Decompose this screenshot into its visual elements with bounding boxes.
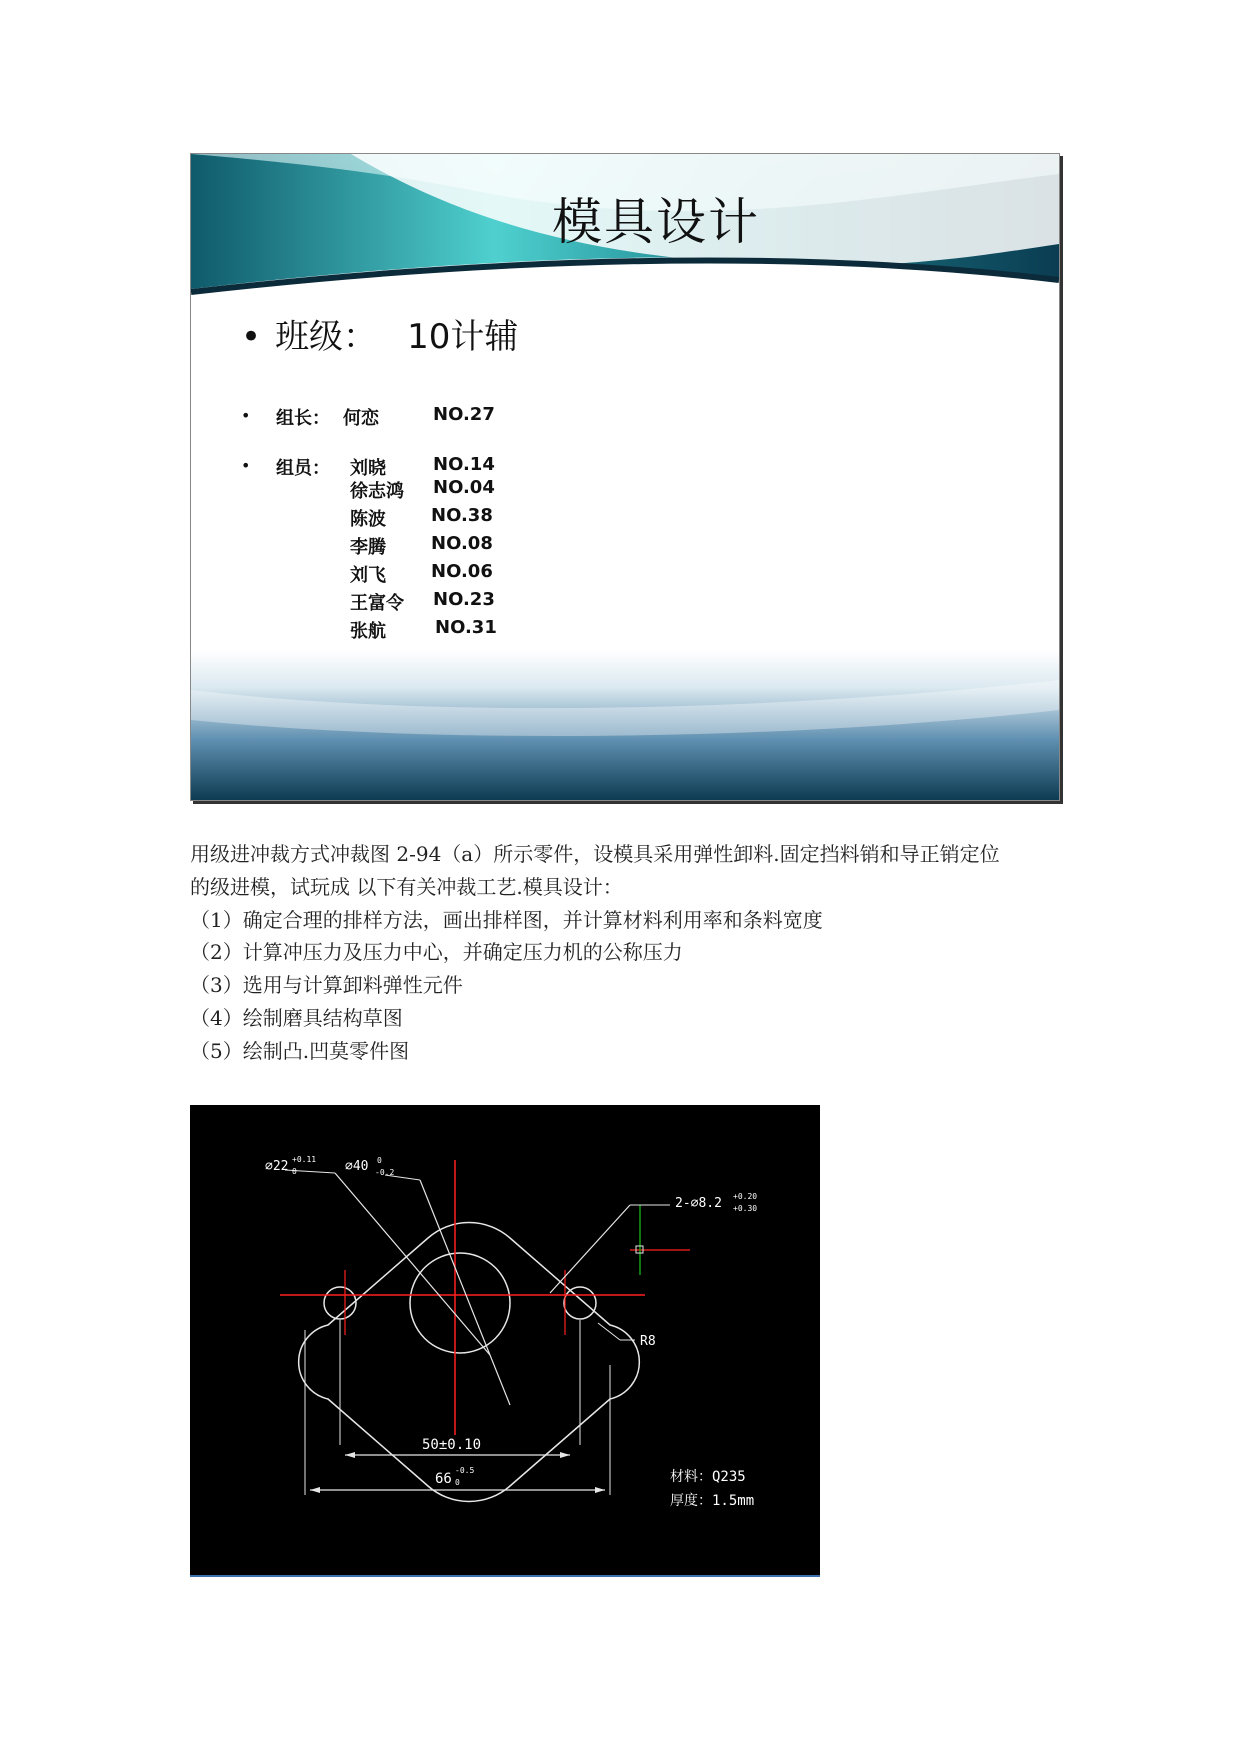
member-no: NO.31 [435, 617, 497, 638]
member-name: 李腾 [350, 537, 386, 558]
task-item: （3）选用与计算卸料弹性元件 [190, 973, 463, 997]
member-name: 张航 [350, 621, 386, 642]
leader-no: NO.27 [433, 404, 495, 425]
leader-name: 何恋 [343, 408, 379, 429]
member-entry [350, 505, 493, 531]
slide-image [190, 153, 1060, 801]
member-no: NO.23 [433, 589, 495, 610]
member-no: NO.14 [433, 454, 495, 475]
member-entry [350, 477, 495, 503]
dim-hole-main: ⌀22 [265, 1159, 289, 1174]
dim-radius: R8 [640, 1334, 656, 1349]
right-hole [564, 1287, 596, 1319]
material-note: 材料：Q235 [670, 1469, 746, 1485]
leader-line [598, 1323, 620, 1340]
member-no: NO.08 [431, 533, 493, 554]
intro-paragraph-line2: 的级进模，试玩成 以下有关冲裁工艺.模具设计： [190, 875, 623, 899]
part-drawing [190, 1105, 820, 1577]
dim-total: 66 [435, 1471, 452, 1487]
member-name: 刘晓 [350, 458, 386, 479]
member-name: 徐志鸿 [350, 481, 404, 502]
dim-center: 50±0.10 [422, 1437, 482, 1453]
bullet-dot: • [241, 456, 251, 475]
member-no: NO.04 [433, 477, 495, 498]
member-entry [350, 617, 497, 643]
slide-title: 模具设计 [552, 193, 760, 251]
slide-footer-gradient [191, 650, 1059, 800]
leader-line [335, 1173, 490, 1355]
part-outline [299, 1223, 640, 1502]
leader-label: 组长： [276, 408, 330, 429]
member-no: NO.38 [431, 505, 493, 526]
task-item: （2）计算冲压力及压力中心，并确定压力机的公称压力 [190, 940, 683, 964]
dim-total-tol1: -0.5 [455, 1466, 475, 1475]
dim-holes-tol1: +0.20 [733, 1192, 758, 1201]
dim-hole-main-tol2: 0 [292, 1167, 297, 1176]
task-item: （4）绘制磨具结构草图 [190, 1006, 403, 1030]
bullet-dot: • [241, 406, 251, 425]
dim-outer-tol2: -0.2 [375, 1168, 395, 1177]
dim-outer-tol1: 0 [377, 1156, 382, 1165]
leader-line [420, 1180, 510, 1405]
leader-line [550, 1205, 630, 1293]
intro-paragraph-line1: 用级进冲裁方式冲裁图 2-94（a）所示零件，设模具采用弹性卸料.固定挡料销和导正销定位 [190, 842, 1000, 866]
bullet-dot: • [241, 317, 262, 357]
class-line [241, 309, 518, 358]
task-item: （5）绘制凸.凹莫零件图 [190, 1039, 410, 1063]
member-entry [350, 533, 493, 559]
member-name: 王富令 [350, 593, 404, 614]
member-entry [350, 561, 493, 587]
dim-outer: ⌀40 [345, 1159, 369, 1174]
dim-holes: 2-⌀8.2 [675, 1196, 722, 1211]
dim-total-tol2: 0 [455, 1478, 460, 1487]
drawing-svg [190, 1105, 820, 1575]
members-label: 组员： [276, 458, 330, 479]
task-item: （1）确定合理的排样方法，画出排样图，并计算材料利用率和条料宽度 [190, 908, 823, 932]
center-hole [410, 1253, 510, 1353]
member-no: NO.06 [431, 561, 493, 582]
thickness-note: 厚度：1.5mm [670, 1493, 755, 1509]
member-name: 陈波 [350, 509, 386, 530]
member-name: 刘飞 [350, 565, 386, 586]
member-entry [350, 589, 495, 615]
class-label: 班级： [275, 317, 378, 357]
dim-holes-tol2: +0.30 [733, 1204, 758, 1213]
class-value: 10计辅 [407, 317, 519, 357]
leader-entry [343, 404, 495, 430]
dim-hole-main-tol: +0.11 [292, 1155, 317, 1164]
